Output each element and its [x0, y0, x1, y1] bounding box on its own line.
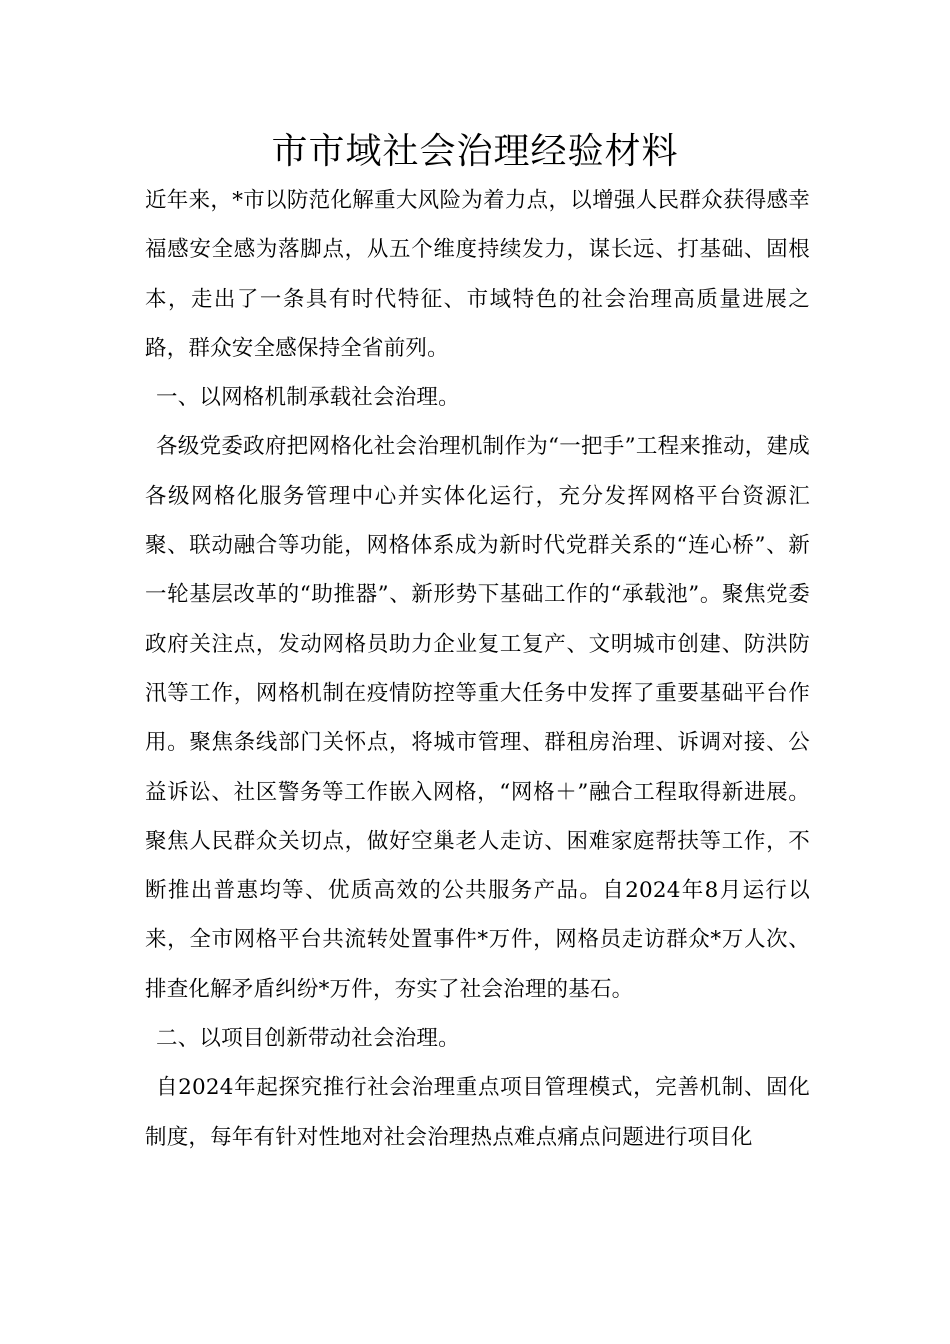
paragraph-grid-mechanism: 各级党委政府把网格化社会治理机制作为“一把手”工程来推动，建成各级网格化服务管理中心并实体化运行，充分发挥网格平台资源汇聚、联动融合等功能，网格体系成为新时代党群关系的“连心桥”、新一轮基层改革的“助推器”、新形势下基础工作的“承载池”。聚焦党委政府关注点，发动网格员助力企业复工复产、文明城市创建、防洪防汛等工作，网格机制在疫情防控等重大任务中发挥了重要基础平台作用。聚焦条线部门关怀点，将城市管理、群租房治理、诉调对接、公益诉讼、社区警务等工作嵌入网格，“网格＋”融合工程取得新进展。聚焦人民群众关切点，做好空巢老人走访、困难家庭帮扶等工作，不断推出普惠均等、优质高效的公共服务产品。自2024年8月运行以来，全市网格平台共流转处置事件*万件，网格员走访群众*万人次、排查化解矛盾纠纷*万件，夯实了社会治理的基石。 — [145, 434, 810, 1002]
paragraph-project-innovation: 自2024年起探究推行社会治理重点项目管理模式，完善机制、固化制度，每年有针对性地对社会治理热点难点痛点问题进行项目化 — [145, 1075, 810, 1150]
section-heading-1: 一、以网格机制承载社会治理。 — [156, 385, 460, 411]
section-heading-2: 二、以项目创新带动社会治理。 — [156, 1026, 460, 1052]
paragraph-intro: 近年来，*市以防范化解重大风险为着力点，以增强人民群众获得感幸福感安全感为落脚点，从五个维度持续发力，谋长远、打基础、固根本，走出了一条具有时代特征、市域特色的社会治理高质量进展之路，群众安全感保持全省前列。 — [145, 188, 810, 361]
document-title: 市市域社会治理经验材料 — [271, 131, 679, 172]
document-body — [145, 176, 810, 1162]
